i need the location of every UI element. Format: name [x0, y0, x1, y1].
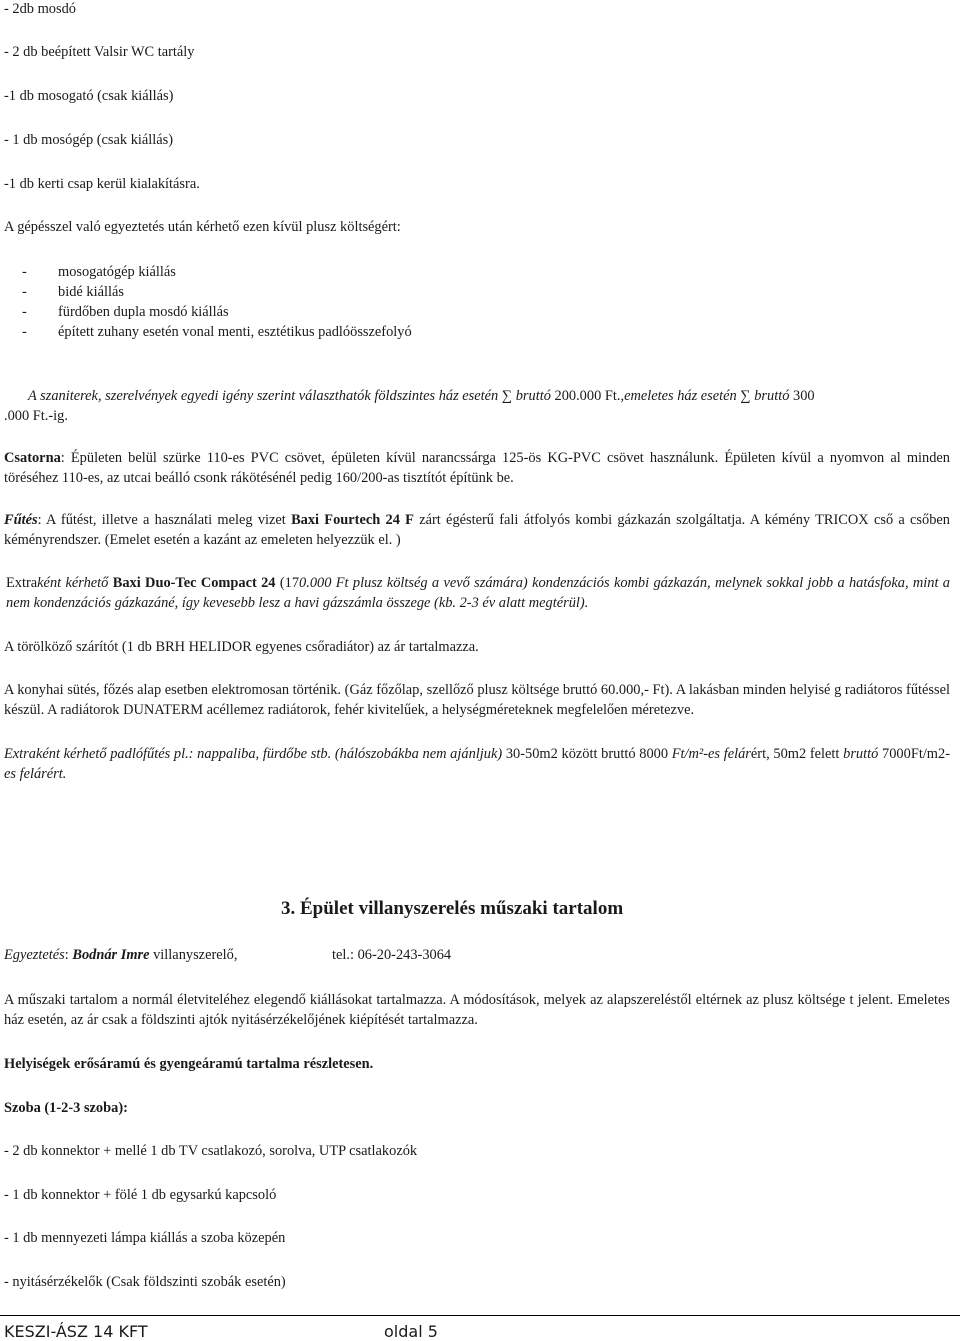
- optional-model: Baxi Duo-Tec Compact 24: [112, 575, 276, 591]
- floor-text: 30-50m2 között bruttó 8000: [505, 746, 672, 762]
- room-heading: Szoba (1-2-3 szoba):: [4, 1100, 128, 1116]
- room-item: - 2 db konnektor + mellé 1 db TV csatlakozó, sorolva, UTP csatlakozók: [4, 1143, 418, 1159]
- footer-company: KESZI-ÁSZ 14 KFT: [4, 1322, 148, 1341]
- rooms-heading: Helyiségek erősáramú és gyengeáramú tartalma részletesen.: [4, 1056, 374, 1072]
- floor-text: Ft/m²-es felár: [671, 746, 751, 762]
- list-item: - 2 db beépített Valsir WC tartály: [4, 44, 195, 60]
- sanitary-text: bruttó: [512, 388, 555, 404]
- floor-text: 7000Ft/m2: [882, 746, 946, 762]
- heating-paragraph: [4, 510, 950, 550]
- footer-page-number: oldal 5: [384, 1322, 438, 1341]
- contact-role: villanyszerelő,: [149, 947, 238, 963]
- list-item: - 2db mosdó: [4, 1, 76, 17]
- sewer-paragraph: [4, 448, 950, 488]
- sanitary-price-1: 200.000 Ft.: [554, 388, 621, 404]
- extra-item-text: épített zuhany esetén vonal menti, esztétikus padlóösszefolyó: [58, 324, 412, 340]
- section-heading: 3. Épület villanyszerelés műszaki tartalom: [281, 898, 624, 919]
- contact-label: Egyeztetés: [4, 947, 65, 963]
- towel-dryer-line: A törölköző szárítót (1 db BRH HELIDOR egyenes csőradiátor) az ár tartalmazza.: [4, 639, 479, 655]
- extra-item: [0, 324, 960, 342]
- dash-marker: -: [22, 284, 27, 300]
- optional-text: 0.000 Ft plusz költség a vevő számára) kondenzációs kombi gázkazán, melynek sokkal jobb a hatásfoka, mint a nem kondenzációs gázkazáné, így kevesebb lesz a havi gázszámla összege (kb. 2-3 év alatt megtérül).: [6, 575, 951, 611]
- kitchen-paragraph: A konyhai sütés, főzés alap esetben elektromosan történik. (Gáz főzőlap, szellőző plusz költsége bruttó 60.000,- Ft). A lakásban minden helyisé g radiátoros fűtéssel készül. A radiátorok DUNATERM acéllemez radiátorok, fehér kivitelűek, a helységméreteknek megfelelően méretezve.: [4, 682, 950, 718]
- floor-text: ért, 50m2 felett: [750, 746, 844, 762]
- floor-heating-paragraph: [4, 744, 950, 784]
- extra-item-text: bidé kiállás: [58, 284, 124, 300]
- electrical-intro: A műszaki tartalom a normál életviteléhez elegendő kiállásokat tartalmazza. A módosítások, melyek az alapszereléstől eltérnek az plusz költsége t jelent. Emeletes ház esetén, az ár csak a földszinti ajtók nyitásérzékelőjének kiépítését tartalmazza.: [4, 992, 950, 1028]
- sanitary-line-2: .000 Ft.-ig.: [4, 408, 68, 424]
- list-item: -1 db mosogató (csak kiállás): [4, 88, 174, 104]
- extra-item: [0, 264, 960, 282]
- sanitary-text: A szaniterek, szerelvények egyedi igény szerint választhatók földszintes ház esetén: [28, 388, 502, 404]
- dash-marker: -: [22, 304, 27, 320]
- heating-text: : A fűtést, illetve a használati meleg vizet: [37, 512, 292, 528]
- heating-label: Fűtés: [4, 512, 38, 528]
- footer-divider: [0, 1315, 960, 1316]
- sanitary-line-1: [28, 387, 815, 405]
- contact-sep: :: [64, 947, 73, 963]
- extra-item-text: fürdőben dupla mosdó kiállás: [58, 304, 229, 320]
- floor-text: Extraként kérhető padlófűtés pl.: nappaliba, fürdőbe stb. (hálószobákba nem ajánljuk): [4, 746, 506, 762]
- room-item: - 1 db konnektor + fölé 1 db egysarkú kapcsoló: [4, 1187, 277, 1203]
- extra-item-text: mosogatógép kiállás: [58, 264, 176, 280]
- floor-text: bruttó: [843, 746, 883, 762]
- heating-model: Baxi Fourtech 24 F: [291, 512, 414, 528]
- list-item: -1 db kerti csap kerül kialakításra.: [4, 176, 200, 192]
- optional-text: Extra: [6, 575, 38, 591]
- sanitary-price-2: 300: [793, 388, 815, 404]
- sanitary-text: ,emeletes ház esetén: [620, 388, 741, 404]
- sanitary-text: bruttó: [750, 388, 794, 404]
- room-item: - nyitásérzékelők (Csak földszinti szobák esetén): [4, 1274, 286, 1290]
- optional-text: (17: [275, 575, 300, 591]
- dash-marker: -: [22, 324, 27, 340]
- sum-symbol: ∑: [740, 388, 751, 404]
- contact-name: Bodnár Imre: [72, 947, 150, 963]
- dash-marker: -: [22, 264, 27, 280]
- extra-item: [0, 284, 960, 302]
- sum-symbol: ∑: [501, 388, 513, 404]
- sewer-text: : Épületen belül szürke 110-es PVC csövet, épületen kívül narancssárga 125-ös KG-PVC csövet használunk. Épületen kívül a nyomvon al minden töréséhez 110-es, az utcai beálló csonk rákötésénél pedig 160/200-as tisztítót építünk be.: [4, 450, 950, 486]
- contact-phone: tel.: 06-20-243-3064: [332, 947, 452, 963]
- contact-line: [4, 946, 237, 964]
- optional-boiler-paragraph: [6, 573, 950, 613]
- extra-intro: A gépésszel való egyeztetés után kérhető ezen kívül plusz költségért:: [4, 219, 401, 235]
- heating-text: zárt égésterű fali átfolyós kombi gázkazán szolgáltatja. A kémény TRICOX cső a csőben kéményrendszer. (Emelet esetén a kazánt az emeleten helyezzük el. ): [4, 512, 951, 548]
- room-item: - 1 db mennyezeti lámpa kiállás a szoba közepén: [4, 1230, 286, 1246]
- list-item: - 1 db mosógép (csak kiállás): [4, 132, 174, 148]
- optional-text: ként kérhető: [37, 575, 113, 591]
- sewer-label: Csatorna: [4, 450, 61, 466]
- floor-text: -es felárért.: [4, 746, 950, 782]
- extra-item: [0, 304, 960, 322]
